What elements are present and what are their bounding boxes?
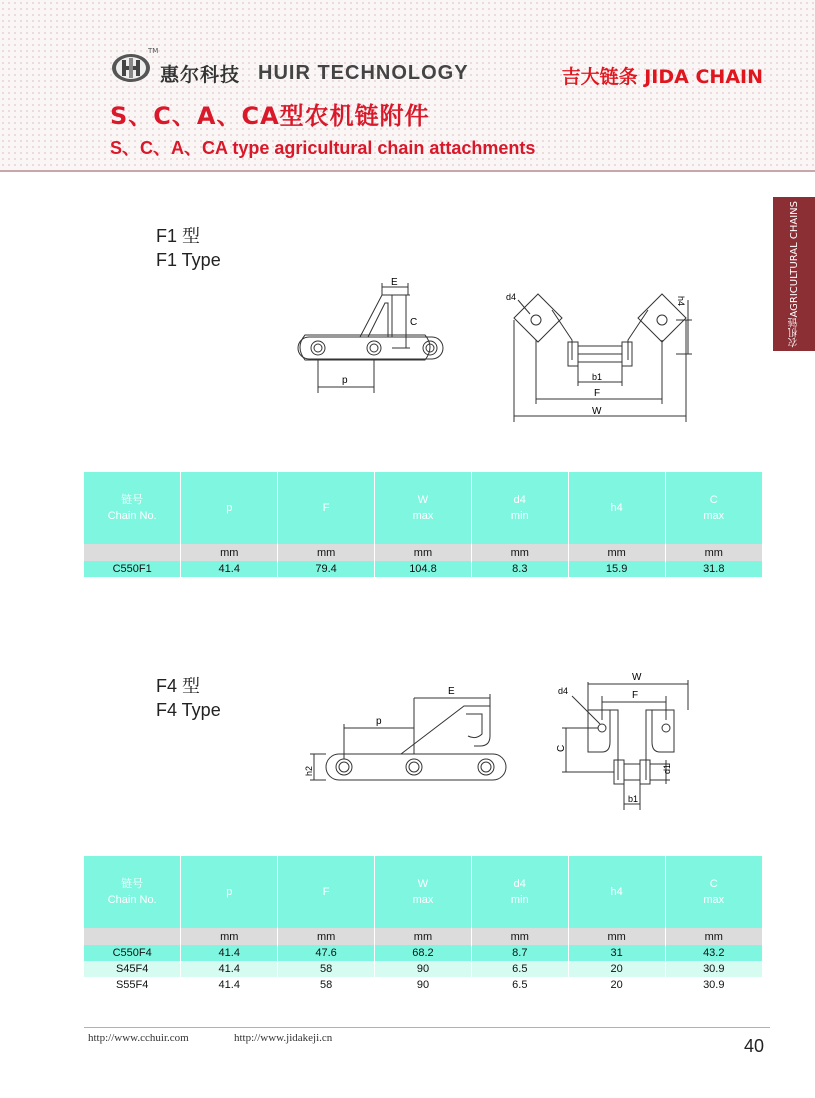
f4-dim-d4: d4 (558, 686, 569, 696)
table-cell: C550F4 (84, 945, 181, 961)
table-cell: 58 (278, 961, 375, 977)
f1-spec-table (84, 472, 762, 577)
f1-dim-d4: d4 (506, 292, 517, 302)
unit-cell (84, 928, 181, 945)
unit-cell: mm (471, 928, 568, 945)
table-cell: 47.6 (278, 945, 375, 961)
f1-dim-h4: h4 (676, 296, 686, 307)
f1-side-view-drawing (290, 275, 418, 405)
table-cell: 20 (568, 961, 665, 977)
unit-cell: mm (665, 544, 762, 561)
unit-cell: mm (181, 544, 278, 561)
f1-front-view-drawing (500, 280, 700, 425)
brand-name-en: HUIR TECHNOLOGY (258, 62, 469, 84)
header-cell: F (278, 856, 375, 928)
page-number: 40 (744, 1036, 765, 1056)
f4-front-view-drawing (552, 670, 702, 815)
footer-link-jidakeji[interactable]: http://www.jidakeji.cn (234, 1032, 333, 1044)
f1-table-unit-row (84, 544, 762, 561)
table-cell: 104.8 (375, 561, 472, 577)
f1-dim-p: p (342, 375, 348, 386)
table-cell: 68.2 (375, 945, 472, 961)
table-row (84, 945, 762, 961)
table-cell: 6.5 (471, 961, 568, 977)
header-cell: h4 (568, 856, 665, 928)
header-cell: C max (665, 472, 762, 544)
table-cell: 31.8 (665, 561, 762, 577)
table-cell: 41.4 (181, 961, 278, 977)
f4-dim-c: C (556, 744, 567, 752)
f4-dim-d1: d1 (662, 763, 672, 774)
table-cell: 41.4 (181, 945, 278, 961)
jida-chain-brand: 吉大链条 JIDA CHAIN (561, 66, 763, 88)
huir-logo-icon (110, 52, 152, 84)
f4-spec-table (84, 856, 762, 993)
table-cell: 90 (375, 977, 472, 993)
table-cell: C550F1 (84, 561, 181, 577)
unit-cell: mm (375, 544, 472, 561)
unit-cell: mm (278, 544, 375, 561)
unit-cell: mm (278, 928, 375, 945)
table-row (84, 961, 762, 977)
f4-dim-e: E (448, 686, 455, 697)
header-cell: p (181, 856, 278, 928)
f4-table-header-row (84, 856, 762, 928)
header-divider (0, 170, 815, 172)
table-cell: 58 (278, 977, 375, 993)
header-cell: d4 min (471, 472, 568, 544)
unit-cell (84, 544, 181, 561)
f1-dim-f: F (594, 388, 601, 399)
unit-cell: mm (375, 928, 472, 945)
header-cell: d4 min (471, 856, 568, 928)
table-cell: 8.7 (471, 945, 568, 961)
f1-dim-e: E (391, 277, 398, 288)
table-cell: 30.9 (665, 961, 762, 977)
unit-cell: mm (181, 928, 278, 945)
f4-type-en: F4 Type (156, 700, 221, 720)
f4-dim-h2: h2 (304, 765, 314, 776)
f4-type-cn: F4 型 (156, 676, 201, 696)
table-cell: 43.2 (665, 945, 762, 961)
section-side-tab[interactable] (773, 197, 815, 351)
table-cell: 8.3 (471, 561, 568, 577)
table-row (84, 561, 762, 577)
f1-type-label (156, 224, 221, 272)
side-tab-label: 农机链AGRICULTURAL CHAINS (788, 200, 800, 348)
f4-dim-w: W (632, 672, 642, 683)
header-cell: C max (665, 856, 762, 928)
brand-name-cn: 惠尔科技 (160, 64, 241, 86)
f4-dim-p: p (376, 716, 382, 727)
unit-cell: mm (471, 544, 568, 561)
footer-divider (84, 1027, 770, 1028)
header-cell: 链号 Chain No. (84, 472, 181, 544)
unit-cell: mm (568, 544, 665, 561)
header-cell: W max (375, 856, 472, 928)
unit-cell: mm (665, 928, 762, 945)
f1-dim-w: W (592, 406, 602, 417)
table-cell: 30.9 (665, 977, 762, 993)
table-cell: 20 (568, 977, 665, 993)
table-cell: 79.4 (278, 561, 375, 577)
f1-dim-c: C (410, 317, 418, 328)
table-cell: 6.5 (471, 977, 568, 993)
trademark: TM (148, 47, 159, 55)
table-cell: 15.9 (568, 561, 665, 577)
f1-type-en: F1 Type (156, 250, 221, 270)
table-cell: 41.4 (181, 561, 278, 577)
page-title-en: S、C、A、CA type agricultural chain attachments (110, 138, 536, 158)
table-row (84, 977, 762, 993)
table-cell: S45F4 (84, 961, 181, 977)
unit-cell: mm (568, 928, 665, 945)
f4-side-view-drawing (296, 684, 516, 804)
f1-table-header-row (84, 472, 762, 544)
header-cell: 链号 Chain No. (84, 856, 181, 928)
table-cell: 31 (568, 945, 665, 961)
header-cell: p (181, 472, 278, 544)
f4-dim-f: F (632, 690, 639, 701)
f4-dim-b1: b1 (628, 794, 639, 804)
f1-type-cn: F1 型 (156, 226, 201, 246)
header-cell: F (278, 472, 375, 544)
page-title-cn: S、C、A、CA型农机链附件 (110, 102, 430, 130)
table-cell: S55F4 (84, 977, 181, 993)
header-cell: h4 (568, 472, 665, 544)
table-cell: 41.4 (181, 977, 278, 993)
f1-dim-b1: b1 (592, 372, 603, 382)
footer-link-cchuir[interactable]: http://www.cchuir.com (88, 1032, 189, 1044)
table-cell: 90 (375, 961, 472, 977)
header-cell: W max (375, 472, 472, 544)
f4-type-label (156, 674, 221, 722)
f4-table-unit-row (84, 928, 762, 945)
